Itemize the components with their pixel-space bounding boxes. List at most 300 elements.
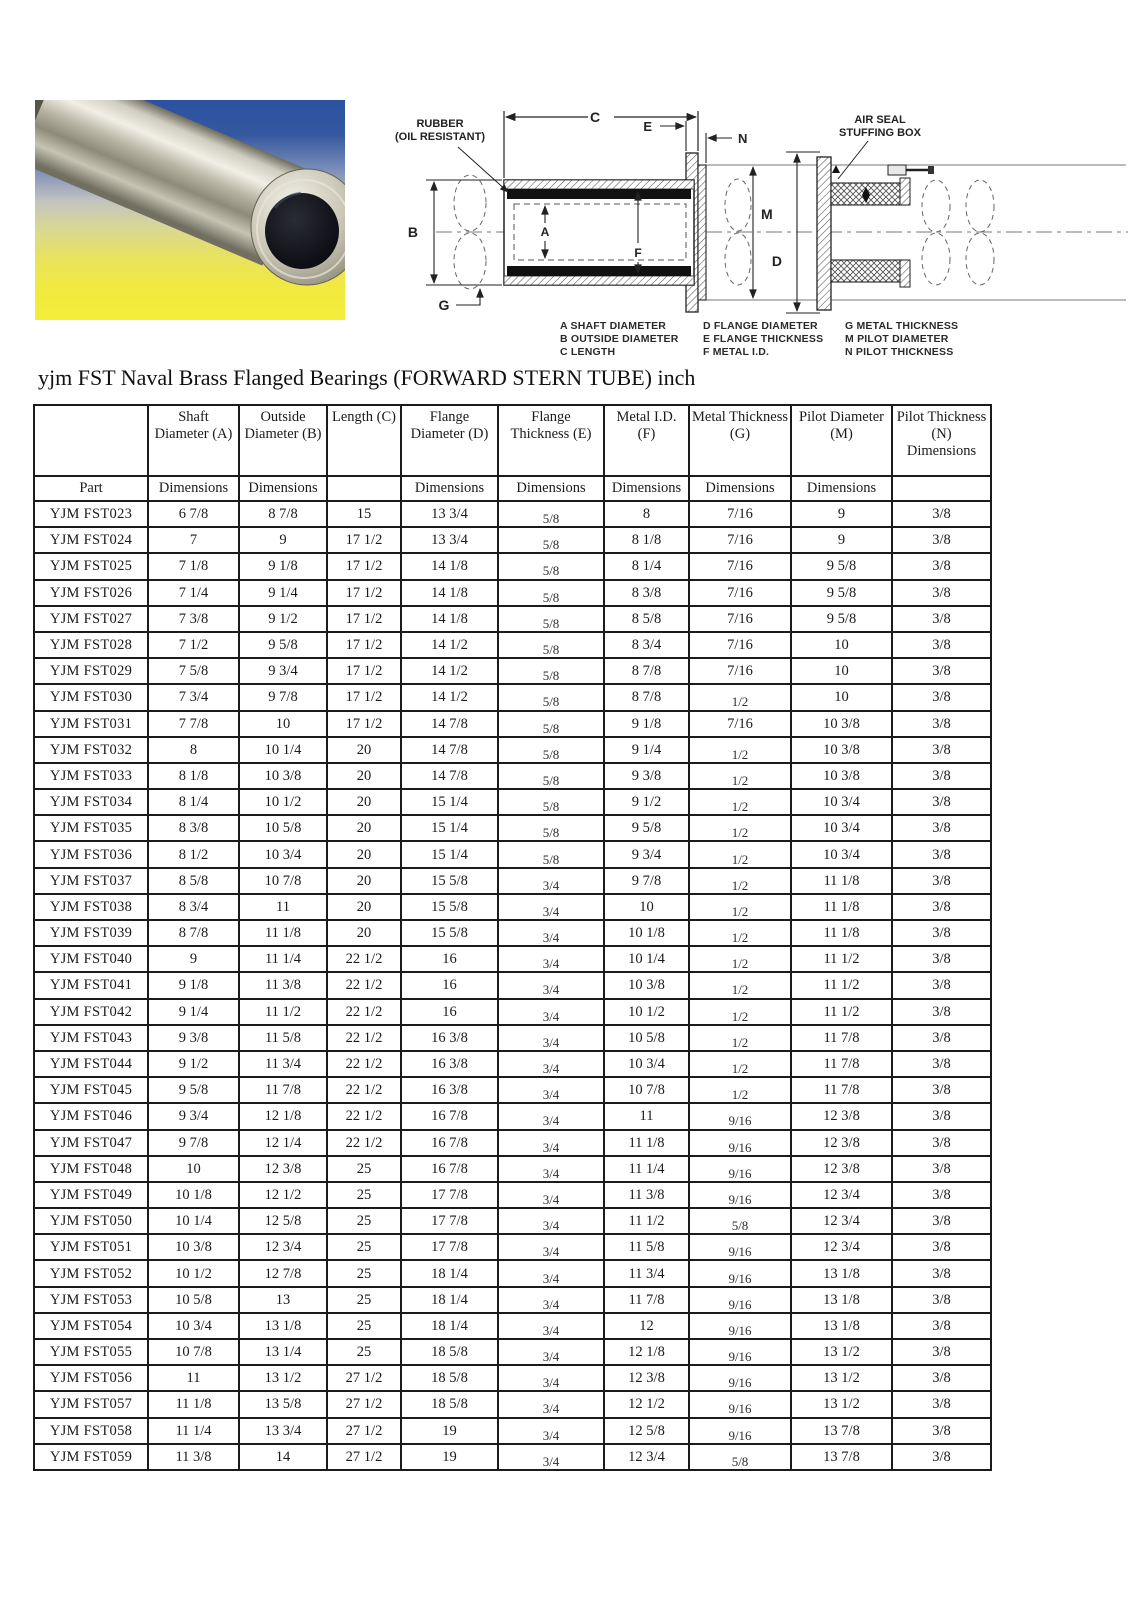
legend-item: N PILOT THICKNESS <box>845 346 954 358</box>
value-cell: 25 <box>327 1234 401 1260</box>
value-cell: 19 <box>401 1444 498 1470</box>
col-header-pilot-thickness: Pilot Thickness (N) Dimensions <box>892 405 991 476</box>
value-cell: 25 <box>327 1182 401 1208</box>
value-cell: 12 3/4 <box>791 1208 892 1234</box>
value-cell: 20 <box>327 894 401 920</box>
value-cell: 18 1/4 <box>401 1260 498 1286</box>
part-cell: YJM FST049 <box>34 1182 148 1208</box>
dim-c <box>504 111 698 178</box>
value-cell: 3/4 <box>498 1260 604 1286</box>
value-cell: 11 1/8 <box>791 920 892 946</box>
value-cell: 14 1/2 <box>401 658 498 684</box>
col-header-flange-diameter: Flange Diameter (D) <box>401 405 498 476</box>
value-cell: 3/8 <box>892 1156 991 1182</box>
value-cell: 13 1/2 <box>239 1365 327 1391</box>
value-cell: 8 5/8 <box>604 606 689 632</box>
value-cell: 11 5/8 <box>604 1234 689 1260</box>
value-cell: 15 1/4 <box>401 789 498 815</box>
col-header-metal-id: Metal I.D. (F) <box>604 405 689 476</box>
value-cell: 11 7/8 <box>791 1025 892 1051</box>
value-cell: 9 7/8 <box>604 868 689 894</box>
value-cell: 5/8 <box>498 763 604 789</box>
part-cell: YJM FST025 <box>34 553 148 579</box>
value-cell: 1/2 <box>689 999 791 1025</box>
rubber-strip-top <box>507 189 691 199</box>
value-cell: 10 7/8 <box>148 1339 239 1365</box>
value-cell: 3/8 <box>892 580 991 606</box>
table-row <box>34 684 991 710</box>
value-cell: 16 <box>401 946 498 972</box>
value-cell: 8 7/8 <box>604 684 689 710</box>
value-cell: 13 1/2 <box>791 1339 892 1365</box>
value-cell: 10 <box>604 894 689 920</box>
value-cell: 1/2 <box>689 841 791 867</box>
table-row <box>34 999 991 1025</box>
value-cell: 10 <box>791 684 892 710</box>
table-row <box>34 501 991 527</box>
value-cell: 12 3/8 <box>791 1156 892 1182</box>
value-cell: 11 1/8 <box>239 920 327 946</box>
value-cell: 10 1/2 <box>239 789 327 815</box>
value-cell: 15 5/8 <box>401 920 498 946</box>
legend-item: G METAL THICKNESS <box>845 320 959 332</box>
value-cell: 9/16 <box>689 1103 791 1129</box>
value-cell: 9/16 <box>689 1365 791 1391</box>
value-cell: 8 1/8 <box>604 527 689 553</box>
value-cell: 3/8 <box>892 684 991 710</box>
value-cell: 3/4 <box>498 920 604 946</box>
table-row <box>34 658 991 684</box>
diagram-legend-col3 <box>845 320 958 359</box>
value-cell: 3/8 <box>892 1313 991 1339</box>
table-row <box>34 527 991 553</box>
value-cell: 9 1/4 <box>604 737 689 763</box>
value-cell: 25 <box>327 1208 401 1234</box>
value-cell: 16 <box>401 972 498 998</box>
value-cell: 3/4 <box>498 1025 604 1051</box>
value-cell: 5/8 <box>498 527 604 553</box>
value-cell: 14 7/8 <box>401 763 498 789</box>
value-cell: 1/2 <box>689 920 791 946</box>
value-cell: 13 7/8 <box>791 1418 892 1444</box>
part-cell: YJM FST027 <box>34 606 148 632</box>
value-cell: 16 7/8 <box>401 1103 498 1129</box>
value-cell: 3/8 <box>892 815 991 841</box>
value-cell: 1/2 <box>689 868 791 894</box>
value-cell: 3/8 <box>892 1051 991 1077</box>
diagram-legend-col2 <box>703 320 823 359</box>
legend-item: B OUTSIDE DIAMETER <box>560 333 679 345</box>
part-cell: YJM FST042 <box>34 999 148 1025</box>
value-cell: 16 7/8 <box>401 1156 498 1182</box>
value-cell: 10 3/4 <box>604 1051 689 1077</box>
part-cell: YJM FST029 <box>34 658 148 684</box>
value-cell: 8 7/8 <box>604 658 689 684</box>
table-row <box>34 920 991 946</box>
bearing-cross-section <box>504 153 706 312</box>
subheader-cell: Dimensions <box>239 476 327 501</box>
subheader-cell <box>327 476 401 501</box>
value-cell: 12 3/4 <box>604 1444 689 1470</box>
value-cell: 14 1/2 <box>401 684 498 710</box>
value-cell: 3/8 <box>892 632 991 658</box>
value-cell: 12 3/4 <box>791 1182 892 1208</box>
value-cell: 5/8 <box>689 1208 791 1234</box>
value-cell: 3/8 <box>892 1339 991 1365</box>
value-cell: 11 3/8 <box>239 972 327 998</box>
value-cell: 12 3/8 <box>604 1365 689 1391</box>
value-cell: 9/16 <box>689 1418 791 1444</box>
value-cell: 17 1/2 <box>327 553 401 579</box>
value-cell: 13 1/4 <box>239 1339 327 1365</box>
value-cell: 3/8 <box>892 501 991 527</box>
value-cell: 7 1/2 <box>148 632 239 658</box>
value-cell: 13 1/8 <box>791 1260 892 1286</box>
part-cell: YJM FST023 <box>34 501 148 527</box>
value-cell: 10 1/8 <box>604 920 689 946</box>
value-cell: 9/16 <box>689 1130 791 1156</box>
value-cell: 10 3/8 <box>791 711 892 737</box>
value-cell: 3/4 <box>498 1391 604 1417</box>
value-cell: 12 1/2 <box>239 1182 327 1208</box>
part-cell: YJM FST030 <box>34 684 148 710</box>
value-cell: 17 7/8 <box>401 1234 498 1260</box>
subheader-cell: Dimensions <box>401 476 498 501</box>
value-cell: 27 1/2 <box>327 1365 401 1391</box>
dim-label-c: C <box>589 109 601 125</box>
table-row <box>34 711 991 737</box>
dim-label-n: N <box>738 131 748 146</box>
value-cell: 8 <box>604 501 689 527</box>
value-cell: 13 1/2 <box>791 1391 892 1417</box>
value-cell: 16 3/8 <box>401 1077 498 1103</box>
value-cell: 15 1/4 <box>401 841 498 867</box>
legend-item: F METAL I.D. <box>703 346 770 358</box>
value-cell: 5/8 <box>498 580 604 606</box>
value-cell: 6 7/8 <box>148 501 239 527</box>
value-cell: 18 1/4 <box>401 1287 498 1313</box>
value-cell: 3/8 <box>892 737 991 763</box>
table-row <box>34 894 991 920</box>
value-cell: 3/8 <box>892 972 991 998</box>
table-row <box>34 553 991 579</box>
value-cell: 3/8 <box>892 1391 991 1417</box>
table-row <box>34 580 991 606</box>
value-cell: 11 7/8 <box>791 1051 892 1077</box>
value-cell: 18 5/8 <box>401 1339 498 1365</box>
part-cell: YJM FST059 <box>34 1444 148 1470</box>
value-cell: 8 7/8 <box>239 501 327 527</box>
value-cell: 1/2 <box>689 1051 791 1077</box>
value-cell: 3/8 <box>892 789 991 815</box>
dim-n <box>706 133 732 163</box>
value-cell: 10 <box>148 1156 239 1182</box>
value-cell: 11 1/2 <box>239 999 327 1025</box>
value-cell: 9/16 <box>689 1391 791 1417</box>
value-cell: 3/4 <box>498 972 604 998</box>
value-cell: 14 <box>239 1444 327 1470</box>
table-row <box>34 1391 991 1417</box>
value-cell: 5/8 <box>498 658 604 684</box>
value-cell: 13 <box>239 1287 327 1313</box>
value-cell: 22 1/2 <box>327 972 401 998</box>
value-cell: 25 <box>327 1156 401 1182</box>
value-cell: 9 1/8 <box>148 972 239 998</box>
part-cell: YJM FST041 <box>34 972 148 998</box>
value-cell: 20 <box>327 763 401 789</box>
value-cell: 11 7/8 <box>791 1077 892 1103</box>
value-cell: 1/2 <box>689 815 791 841</box>
value-cell: 1/2 <box>689 894 791 920</box>
value-cell: 3/8 <box>892 946 991 972</box>
value-cell: 3/8 <box>892 1287 991 1313</box>
value-cell: 12 <box>604 1313 689 1339</box>
value-cell: 9 5/8 <box>791 553 892 579</box>
value-cell: 17 7/8 <box>401 1182 498 1208</box>
value-cell: 12 1/2 <box>604 1391 689 1417</box>
value-cell: 3/8 <box>892 920 991 946</box>
subheader-cell: Dimensions <box>148 476 239 501</box>
value-cell: 3/4 <box>498 1208 604 1234</box>
value-cell: 22 1/2 <box>327 946 401 972</box>
value-cell: 3/4 <box>498 1051 604 1077</box>
value-cell: 11 3/4 <box>239 1051 327 1077</box>
value-cell: 12 3/8 <box>239 1156 327 1182</box>
value-cell: 10 3/4 <box>791 841 892 867</box>
value-cell: 9 5/8 <box>791 606 892 632</box>
value-cell: 3/8 <box>892 1025 991 1051</box>
value-cell: 10 3/8 <box>791 763 892 789</box>
value-cell: 13 1/2 <box>791 1365 892 1391</box>
value-cell: 11 1/2 <box>791 999 892 1025</box>
part-cell: YJM FST047 <box>34 1130 148 1156</box>
part-cell: YJM FST051 <box>34 1234 148 1260</box>
value-cell: 12 1/8 <box>604 1339 689 1365</box>
value-cell: 20 <box>327 868 401 894</box>
value-cell: 3/4 <box>498 1103 604 1129</box>
value-cell: 3/8 <box>892 999 991 1025</box>
value-cell: 8 1/8 <box>148 763 239 789</box>
legend-item: D FLANGE DIAMETER <box>703 320 818 332</box>
value-cell: 9 1/8 <box>604 711 689 737</box>
diagram-legend-col1 <box>560 320 679 359</box>
value-cell: 10 1/4 <box>239 737 327 763</box>
value-cell: 3/8 <box>892 1444 991 1470</box>
dim-g <box>456 289 480 305</box>
subheader-cell: Dimensions <box>791 476 892 501</box>
value-cell: 3/4 <box>498 1365 604 1391</box>
value-cell: 13 5/8 <box>239 1391 327 1417</box>
value-cell: 3/8 <box>892 763 991 789</box>
value-cell: 10 3/8 <box>239 763 327 789</box>
value-cell: 10 5/8 <box>239 815 327 841</box>
value-cell: 10 <box>239 711 327 737</box>
value-cell: 7 1/4 <box>148 580 239 606</box>
value-cell: 1/2 <box>689 1077 791 1103</box>
table-row <box>34 972 991 998</box>
value-cell: 5/8 <box>498 789 604 815</box>
col-header-pilot-diameter: Pilot Diameter (M) <box>791 405 892 476</box>
value-cell: 3/8 <box>892 1234 991 1260</box>
value-cell: 13 1/8 <box>791 1313 892 1339</box>
air-seal-leader-line <box>838 141 868 179</box>
part-cell: YJM FST024 <box>34 527 148 553</box>
dim-label-d: D <box>771 253 782 269</box>
value-cell: 16 3/8 <box>401 1025 498 1051</box>
value-cell: 10 3/4 <box>239 841 327 867</box>
part-cell: YJM FST033 <box>34 763 148 789</box>
table-row <box>34 1025 991 1051</box>
stuffing-box-cross-section <box>817 157 934 310</box>
value-cell: 11 <box>604 1103 689 1129</box>
value-cell: 9 5/8 <box>239 632 327 658</box>
value-cell: 9 5/8 <box>604 815 689 841</box>
value-cell: 9 5/8 <box>791 580 892 606</box>
value-cell: 7/16 <box>689 658 791 684</box>
value-cell: 3/4 <box>498 1182 604 1208</box>
value-cell: 14 1/2 <box>401 632 498 658</box>
rubber-label-line1: RUBBER <box>416 118 464 130</box>
table-row <box>34 1077 991 1103</box>
value-cell: 7/16 <box>689 553 791 579</box>
col-header-outside-diameter: Outside Diameter (B) <box>239 405 327 476</box>
value-cell: 3/8 <box>892 553 991 579</box>
value-cell: 11 3/8 <box>148 1444 239 1470</box>
value-cell: 3/4 <box>498 1444 604 1470</box>
value-cell: 7 3/4 <box>148 684 239 710</box>
table-row <box>34 1444 991 1470</box>
col-header-shaft-diameter: Shaft Diameter (A) <box>148 405 239 476</box>
table-row <box>34 1130 991 1156</box>
value-cell: 14 1/8 <box>401 553 498 579</box>
value-cell: 17 1/2 <box>327 606 401 632</box>
part-cell: YJM FST037 <box>34 868 148 894</box>
value-cell: 11 5/8 <box>239 1025 327 1051</box>
value-cell: 9/16 <box>689 1234 791 1260</box>
part-cell: YJM FST053 <box>34 1287 148 1313</box>
part-cell: YJM FST032 <box>34 737 148 763</box>
value-cell: 7 7/8 <box>148 711 239 737</box>
value-cell: 10 3/4 <box>791 815 892 841</box>
value-cell: 18 5/8 <box>401 1391 498 1417</box>
part-cell: YJM FST040 <box>34 946 148 972</box>
part-cell: YJM FST045 <box>34 1077 148 1103</box>
value-cell: 20 <box>327 737 401 763</box>
value-cell: 1/2 <box>689 946 791 972</box>
value-cell: 12 5/8 <box>604 1418 689 1444</box>
dim-label-g: G <box>438 297 450 313</box>
value-cell: 5/8 <box>498 632 604 658</box>
value-cell: 3/8 <box>892 894 991 920</box>
value-cell: 7/16 <box>689 711 791 737</box>
product-photo <box>35 100 345 320</box>
value-cell: 18 1/4 <box>401 1313 498 1339</box>
table-row <box>34 1234 991 1260</box>
value-cell: 11 1/4 <box>239 946 327 972</box>
value-cell: 9 1/4 <box>239 580 327 606</box>
value-cell: 9/16 <box>689 1287 791 1313</box>
value-cell: 10 5/8 <box>604 1025 689 1051</box>
part-cell: YJM FST048 <box>34 1156 148 1182</box>
rubber-leader-line <box>458 147 508 192</box>
value-cell: 3/4 <box>498 1077 604 1103</box>
subheader-cell: Part <box>34 476 148 501</box>
table-row <box>34 1208 991 1234</box>
value-cell: 22 1/2 <box>327 1077 401 1103</box>
table-row <box>34 789 991 815</box>
table-row <box>34 632 991 658</box>
value-cell: 3/8 <box>892 1182 991 1208</box>
value-cell: 27 1/2 <box>327 1418 401 1444</box>
value-cell: 11 1/8 <box>148 1391 239 1417</box>
value-cell: 9 3/4 <box>239 658 327 684</box>
value-cell: 11 1/8 <box>604 1130 689 1156</box>
legend-item: A SHAFT DIAMETER <box>560 320 667 332</box>
table-row <box>34 1156 991 1182</box>
value-cell: 9 1/2 <box>148 1051 239 1077</box>
value-cell: 10 7/8 <box>239 868 327 894</box>
value-cell: 3/8 <box>892 1077 991 1103</box>
value-cell: 8 1/4 <box>604 553 689 579</box>
value-cell: 10 7/8 <box>604 1077 689 1103</box>
value-cell: 17 1/2 <box>327 711 401 737</box>
value-cell: 15 1/4 <box>401 815 498 841</box>
value-cell: 22 1/2 <box>327 1130 401 1156</box>
value-cell: 9 1/2 <box>239 606 327 632</box>
value-cell: 9/16 <box>689 1182 791 1208</box>
value-cell: 20 <box>327 815 401 841</box>
value-cell: 3/8 <box>892 606 991 632</box>
value-cell: 9 <box>791 527 892 553</box>
bearing-photo-art <box>35 100 345 320</box>
subheader-cell <box>892 476 991 501</box>
value-cell: 3/8 <box>892 1130 991 1156</box>
value-cell: 27 1/2 <box>327 1391 401 1417</box>
value-cell: 10 1/4 <box>604 946 689 972</box>
part-cell: YJM FST050 <box>34 1208 148 1234</box>
table-row <box>34 1260 991 1286</box>
value-cell: 25 <box>327 1313 401 1339</box>
value-cell: 7 <box>148 527 239 553</box>
col-header-part <box>34 405 148 476</box>
value-cell: 8 3/8 <box>148 815 239 841</box>
value-cell: 11 1/2 <box>791 972 892 998</box>
value-cell: 9 <box>148 946 239 972</box>
value-cell: 25 <box>327 1260 401 1286</box>
part-cell: YJM FST028 <box>34 632 148 658</box>
page-title: yjm FST Naval Brass Flanged Bearings (FORWARD STERN TUBE) inch <box>38 365 696 390</box>
value-cell: 3/8 <box>892 1103 991 1129</box>
value-cell: 20 <box>327 841 401 867</box>
value-cell: 17 1/2 <box>327 632 401 658</box>
part-cell: YJM FST026 <box>34 580 148 606</box>
value-cell: 12 1/8 <box>239 1103 327 1129</box>
value-cell: 10 3/4 <box>148 1313 239 1339</box>
value-cell: 5/8 <box>498 711 604 737</box>
table-row <box>34 1287 991 1313</box>
value-cell: 13 1/8 <box>791 1287 892 1313</box>
value-cell: 3/4 <box>498 894 604 920</box>
value-cell: 10 <box>791 658 892 684</box>
value-cell: 12 5/8 <box>239 1208 327 1234</box>
subheader-cell: Dimensions <box>604 476 689 501</box>
part-cell: YJM FST038 <box>34 894 148 920</box>
part-cell: YJM FST055 <box>34 1339 148 1365</box>
value-cell: 3/4 <box>498 1418 604 1444</box>
table-row <box>34 868 991 894</box>
value-cell: 16 <box>401 999 498 1025</box>
value-cell: 15 5/8 <box>401 868 498 894</box>
